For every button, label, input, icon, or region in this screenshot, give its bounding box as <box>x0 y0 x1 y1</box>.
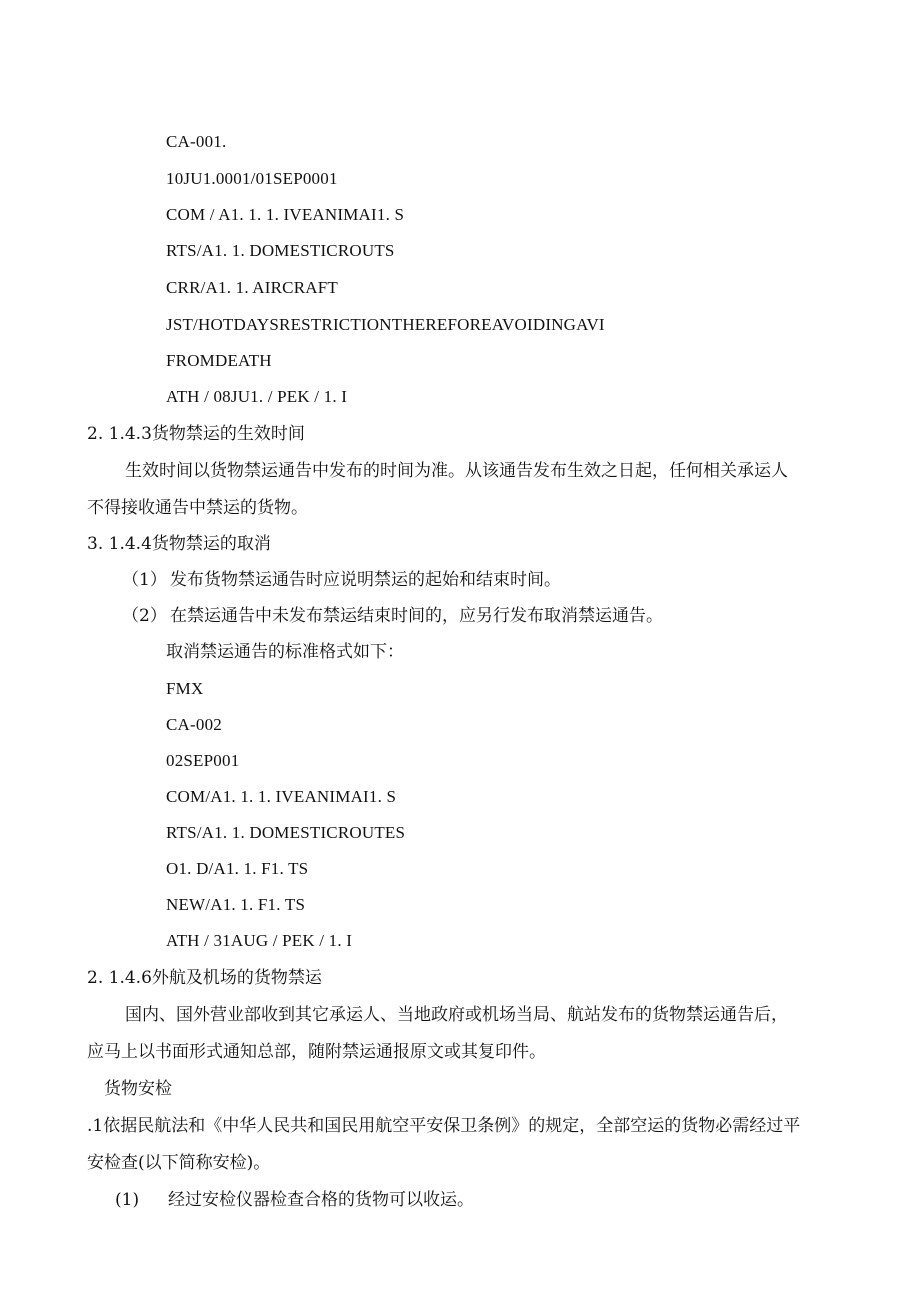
list-item <box>122 569 561 591</box>
code-line: O1. D/A1. 1. F1. TS <box>166 859 309 878</box>
format-label: 取消禁运通告的标准格式如下： <box>166 642 404 662</box>
code-line: CA-001. <box>166 132 227 151</box>
paragraph-line: 国内、国外营业部收到其它承运人、当地政府或机场当局、航站发布的货物禁运通告后， <box>125 1005 788 1025</box>
paragraph-line: 应马上以书面形式通知总部，随附禁运通报原文或其复印件。 <box>87 1042 546 1062</box>
list-item <box>115 1189 474 1211</box>
code-line: ATH / 31AUG / PEK / 1. I <box>166 931 353 950</box>
code-line: JST/HOTDAYSRESTRICTIONTHEREFOREAVOIDINGAVI <box>166 315 605 334</box>
section-title: 货物安检 <box>104 1079 172 1099</box>
code-line: RTS/A1. 1. DOMESTICROUTS <box>166 241 395 260</box>
code-line: 10JU1.0001/01SEP0001 <box>166 169 338 188</box>
section-heading: 2. 1.4.3货物禁运的生效时间 <box>87 424 305 444</box>
list-number: (1) <box>115 1190 140 1210</box>
code-line: COM / A1. 1. 1. IVEANIMAI1. S <box>166 205 405 224</box>
code-line: CRR/A1. 1. AIRCRAFT <box>166 278 338 297</box>
list-number: （1） <box>122 570 167 590</box>
code-line: ATH / 08JU1. / PEK / 1. I <box>166 387 348 406</box>
paragraph-line: 不得接收通告中禁运的货物。 <box>87 498 308 518</box>
list-item <box>122 605 663 627</box>
paragraph-line: .1依据民航法和《中华人民共和国民用航空平安保卫条例》的规定，全部空运的货物必需经过平 <box>87 1116 801 1136</box>
paragraph-line: 生效时间以货物禁运通告中发布的时间为准。从该通告发布生效之日起，任何相关承运人 <box>125 461 788 481</box>
section-heading: 2. 1.4.6外航及机场的货物禁运 <box>87 968 322 988</box>
code-line: NEW/A1. 1. F1. TS <box>166 895 306 914</box>
code-line: 02SEP001 <box>166 751 240 770</box>
code-line: FROMDEATH <box>166 351 272 370</box>
code-line: COM/A1. 1. 1. IVEANIMAI1. S <box>166 787 397 806</box>
code-line: CA-002 <box>166 715 222 734</box>
code-line: RTS/A1. 1. DOMESTICROUTES <box>166 823 406 842</box>
list-text: 经过安检仪器检查合格的货物可以收运。 <box>168 1190 474 1210</box>
list-text: 在禁运通告中未发布禁运结束时间的，应另行发布取消禁运通告。 <box>170 606 663 626</box>
code-line: FMX <box>166 679 204 698</box>
section-heading: 3. 1.4.4货物禁运的取消 <box>87 534 271 554</box>
list-number: （2） <box>122 606 167 626</box>
paragraph-line: 安检查(以下简称安检)。 <box>87 1153 271 1173</box>
list-text: 发布货物禁运通告时应说明禁运的起始和结束时间。 <box>170 570 561 590</box>
